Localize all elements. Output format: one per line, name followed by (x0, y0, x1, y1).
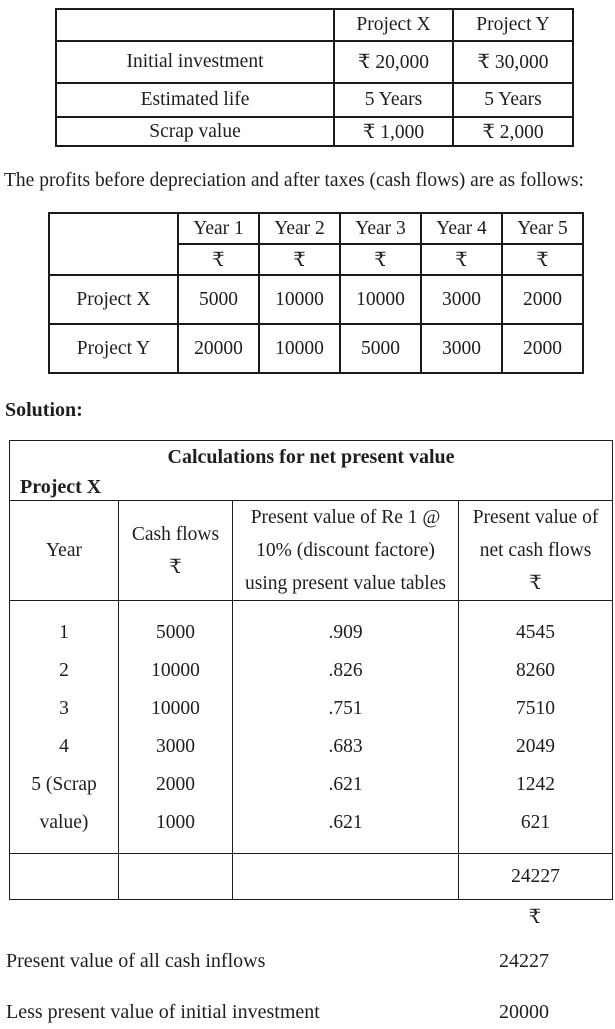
cell: ₹ 1,000 (334, 117, 453, 146)
cashflow-value: 10000 (151, 698, 200, 719)
year-value: 5 (Scrap (31, 774, 97, 795)
total-value: 24227 (459, 854, 613, 900)
cell: 5 Years (334, 83, 453, 117)
rupee-symbol: ₹ (259, 244, 340, 275)
discount-factor-value: .621 (328, 774, 363, 795)
empty-corner-cell (56, 9, 334, 41)
cell: 10000 (259, 275, 340, 324)
summary-row (6, 1001, 611, 1024)
summary-label: Less present value of initial investment (6, 1001, 320, 1023)
cell: ₹ 30,000 (453, 41, 573, 83)
discount-factor-value: .621 (328, 812, 363, 833)
year-value: 2 (59, 660, 69, 681)
cell: 3000 (421, 275, 502, 324)
header-line: Present value of (472, 507, 599, 528)
project-x-row (49, 275, 583, 324)
present-value: 1242 (516, 774, 556, 795)
cell: ₹ 20,000 (334, 41, 453, 83)
empty-cell (119, 854, 233, 900)
summary-label: Present value of all cash inflows (6, 950, 266, 972)
header-row (10, 501, 613, 601)
rupee-symbol: ₹ (529, 573, 542, 594)
year-value: value) (39, 812, 89, 833)
solution-heading: Solution: (5, 399, 83, 421)
header-line: 10% (discount factore) (256, 540, 435, 561)
cashflows-column (119, 601, 233, 854)
table-row (56, 83, 573, 117)
cell: 5000 (340, 324, 421, 373)
present-value: 621 (520, 812, 551, 833)
table-row (56, 41, 573, 83)
total-row (10, 854, 613, 900)
npv-table (9, 440, 613, 900)
row-label: Initial investment (56, 41, 334, 83)
row-label: Estimated life (56, 83, 334, 117)
cashflows-column-header (119, 501, 233, 601)
discount-factor-value: .826 (328, 660, 363, 681)
empty-corner-cell (49, 213, 178, 275)
project-x-header: Project X (334, 9, 453, 41)
year-header: Year 4 (421, 213, 502, 244)
summary-value: 24227 (499, 950, 549, 972)
cell: 5000 (178, 275, 259, 324)
present-value-column (459, 601, 613, 854)
rupee-symbol: ₹ (528, 907, 542, 928)
year-header: Year 3 (340, 213, 421, 244)
summary-value: 20000 (499, 1001, 549, 1023)
discount-factor-column-header (233, 501, 459, 601)
cell: 20000 (178, 324, 259, 373)
intro-text: The profits before depreciation and after taxes (cash flows) are as follows: (4, 170, 584, 191)
present-value: 4545 (516, 622, 556, 643)
year-value: 1 (59, 622, 69, 643)
rupee-symbol: ₹ (502, 244, 583, 275)
table-subtitle: Project X (20, 476, 102, 498)
cashflow-table (48, 212, 584, 374)
summary-row (6, 950, 611, 973)
present-value: 7510 (516, 698, 556, 719)
year-value: 3 (59, 698, 69, 719)
table-header-row (49, 213, 583, 244)
present-value-column-header (459, 501, 613, 601)
row-label: Scrap value (56, 117, 334, 146)
discount-factor-value: .909 (328, 622, 363, 643)
cell: 10000 (259, 324, 340, 373)
title-row (10, 441, 613, 501)
year-header: Year 1 (178, 213, 259, 244)
rupee-symbol: ₹ (340, 244, 421, 275)
cell: 3000 (421, 324, 502, 373)
header-line: net cash flows (479, 540, 592, 561)
empty-cell (10, 854, 119, 900)
table-row (56, 117, 573, 146)
year-value: 4 (59, 736, 69, 757)
cell: 5 Years (453, 83, 573, 117)
cashflow-value: 10000 (151, 660, 200, 681)
cell: 2000 (502, 324, 583, 373)
present-value: 8260 (516, 660, 556, 681)
year-column-header: Year (10, 501, 119, 601)
rupee-symbol: ₹ (178, 244, 259, 275)
year-column (10, 601, 119, 854)
project-y-row (49, 324, 583, 373)
rupee-symbol: ₹ (169, 556, 182, 578)
present-value: 2049 (516, 736, 556, 757)
header-line: using present value tables (245, 573, 446, 594)
year-header: Year 2 (259, 213, 340, 244)
investment-table (55, 8, 574, 147)
discount-factor-value: .751 (328, 698, 363, 719)
header-line: Cash flows (131, 523, 220, 545)
title-cell (10, 441, 613, 501)
table-title: Calculations for net present value (167, 446, 455, 468)
cashflow-value: 3000 (156, 736, 195, 757)
table-header-row (56, 9, 573, 41)
cell: 2000 (502, 275, 583, 324)
empty-cell (233, 854, 459, 900)
cell: ₹ 2,000 (453, 117, 573, 146)
header-line: Present value of Re 1 @ (250, 507, 441, 528)
cashflow-value: 1000 (156, 812, 195, 833)
discount-factor-value: .683 (328, 736, 363, 757)
year-header: Year 5 (502, 213, 583, 244)
rupee-symbol: ₹ (421, 244, 502, 275)
row-label: Project Y (49, 324, 178, 373)
cashflow-value: 2000 (156, 774, 195, 795)
row-label: Project X (49, 275, 178, 324)
project-y-header: Project Y (453, 9, 573, 41)
discount-factor-column (233, 601, 459, 854)
cell: 10000 (340, 275, 421, 324)
cashflow-value: 5000 (156, 622, 195, 643)
data-row-block (10, 601, 613, 854)
